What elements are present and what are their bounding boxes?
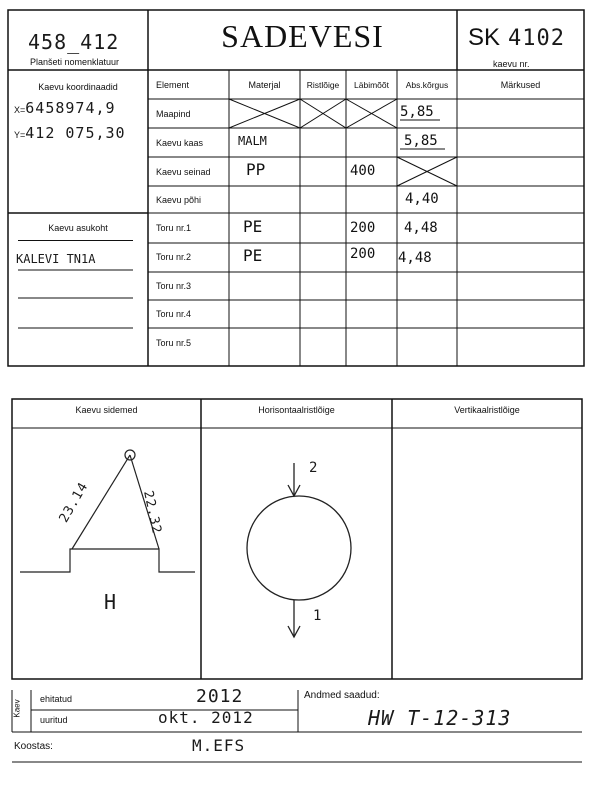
- coords-y: [14, 124, 126, 142]
- coords-y-value: 412 075,30: [25, 124, 126, 142]
- author-label: Koostas:: [14, 741, 53, 752]
- row-element: Toru nr.5: [156, 338, 192, 348]
- row-abs: 4,48: [404, 220, 438, 236]
- col-header-abs: Abs.kõrgus: [405, 80, 449, 90]
- coords-y-prefix: Y=: [14, 130, 26, 140]
- row-element: Toru nr.3: [156, 281, 192, 291]
- source-label: Andmed saadud:: [304, 690, 380, 701]
- row-element: Maapind: [156, 109, 191, 119]
- row-materjal: MALM: [238, 134, 267, 148]
- coords-x-value: 6458974,9: [25, 99, 116, 117]
- col-header-element: Element: [156, 80, 190, 90]
- row-abs: 5,85: [400, 104, 434, 120]
- tie-sketch: [12, 430, 201, 670]
- nomenclature-value: 458_412: [28, 30, 120, 54]
- col-header-labimoot: Läbimõõt: [354, 80, 389, 90]
- pipe-out-label: 1: [313, 608, 323, 624]
- built-value: 2012: [196, 686, 244, 707]
- row-materjal: PE: [243, 217, 263, 236]
- col-header-materjal: Materjal: [248, 80, 281, 90]
- location-underline: [18, 240, 133, 241]
- tie-ref-letter: H: [104, 590, 118, 614]
- row-element: Toru nr.4: [156, 309, 192, 319]
- horizontal-section: [201, 430, 392, 670]
- author-value: M.EFS: [192, 736, 246, 755]
- col-sidemed: Kaevu sidemed: [75, 405, 138, 415]
- row-materjal: PE: [243, 246, 263, 265]
- coords-x: [14, 99, 116, 117]
- row-abs: 4,48: [398, 250, 432, 266]
- row-labimoot: 200: [350, 220, 376, 236]
- row-element: Kaevu põhi: [156, 195, 202, 205]
- row-element: Toru nr.2: [156, 252, 192, 262]
- col-header-markused: Märkused: [500, 80, 541, 90]
- well-prefix: SK: [468, 24, 501, 51]
- location-label: Kaevu asukoht: [48, 223, 108, 233]
- built-label: ehitatud: [40, 694, 73, 704]
- row-element: Kaevu seinad: [156, 167, 211, 177]
- source-value: HW T-12-313: [368, 706, 512, 730]
- col-vertikaal: Vertikaalristlõige: [454, 405, 520, 415]
- row-labimoot: 200: [350, 246, 376, 262]
- row-abs: 4,40: [405, 191, 439, 207]
- well-label: kaevu nr.: [493, 59, 530, 69]
- col-header-ristloige: Ristlõige: [306, 80, 340, 90]
- well-number: 4102: [508, 26, 565, 51]
- location-value: KALEVI TN1A: [16, 252, 96, 266]
- tie-distance-right: 22.32: [140, 489, 164, 536]
- nomenclature-label: Planšeti nomenklatuur: [30, 57, 120, 67]
- row-abs: 5,85: [404, 133, 438, 149]
- surveyed-label: uuritud: [40, 715, 68, 725]
- coords-x-prefix: X=: [14, 105, 26, 115]
- surveyed-value: okt. 2012: [158, 708, 254, 727]
- coords-label: Kaevu koordinaadid: [38, 82, 118, 92]
- footer-side-label: Kaev: [12, 699, 22, 718]
- row-materjal: PP: [246, 160, 266, 179]
- page-title: SADEVESI: [221, 18, 384, 54]
- col-horisontaal: Horisontaalristlõige: [258, 405, 335, 415]
- row-element: Kaevu kaas: [156, 138, 204, 148]
- row-element: Toru nr.1: [156, 223, 192, 233]
- pipe-in-label: 2: [309, 460, 319, 476]
- tie-distance-left: 23.14: [56, 479, 92, 526]
- row-labimoot: 400: [350, 163, 376, 179]
